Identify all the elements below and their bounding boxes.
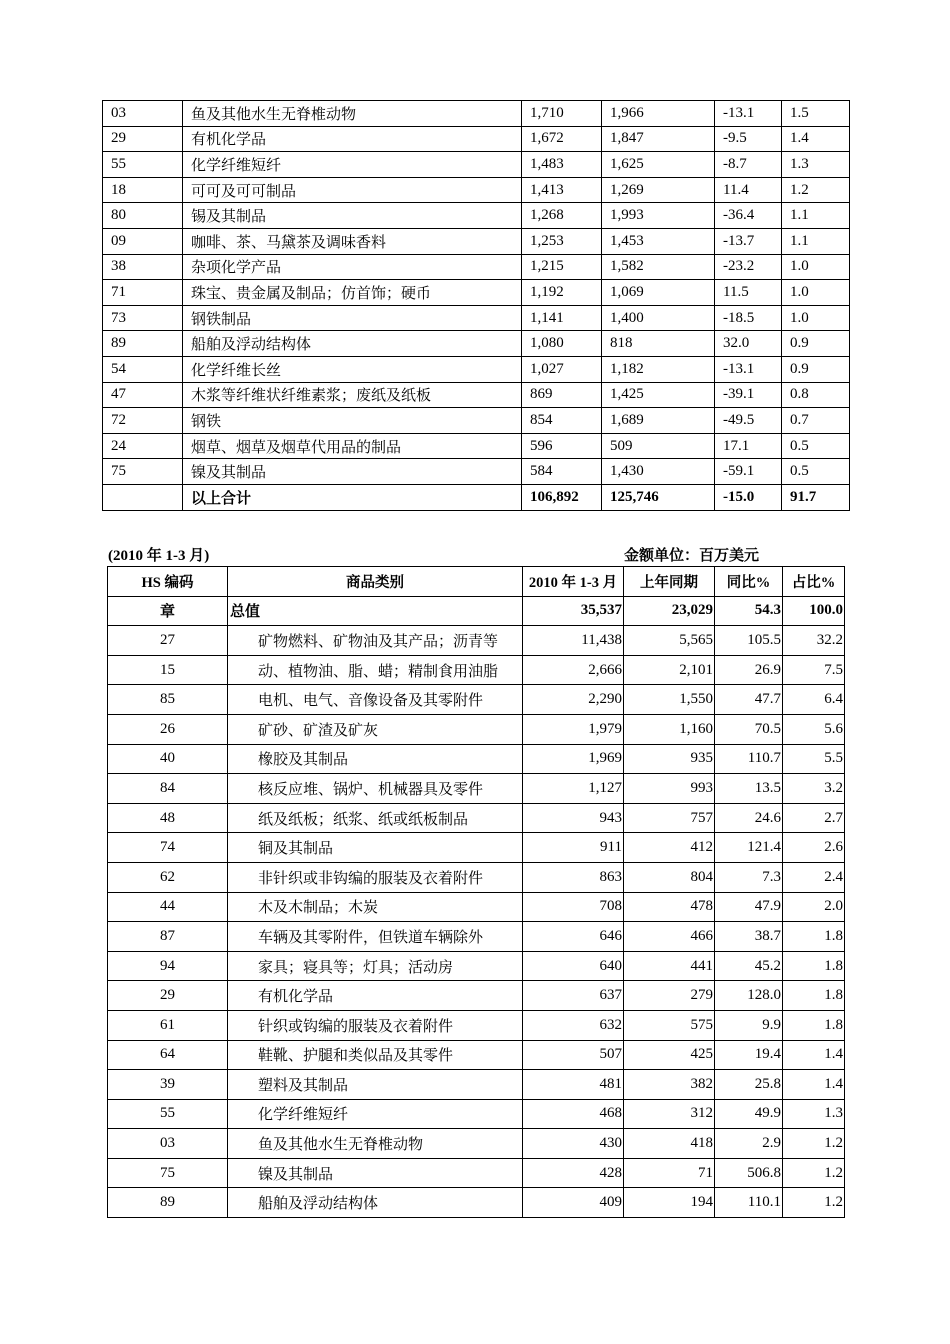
cell-hs-code: 26 [108,714,228,744]
cell-category: 动、植物油、脂、蜡；精制食用油脂 [228,655,523,685]
cell-hs-code: 73 [103,305,183,331]
cell-value-prior: 441 [624,951,715,981]
cell-value-prior: 1,069 [602,280,715,306]
cell-share: 5.6 [783,714,845,744]
cell-category: 非针织或非钩编的服装及衣着附件 [228,862,523,892]
header-category: 商品类别 [228,567,523,597]
table-row [103,152,850,178]
cell-category: 塑料及其制品 [228,1070,523,1100]
cell-yoy: 11.4 [715,177,782,203]
table-row [108,1099,845,1129]
cell-hs-code: 72 [103,408,183,434]
cell-value-current: 584 [522,459,602,485]
cell-value-prior: 2,101 [624,655,715,685]
cell-value-current: 640 [523,951,624,981]
cell-category: 化学纤维短纤 [183,152,522,178]
cell-share: 1.8 [783,1010,845,1040]
cell-yoy: 121.4 [715,833,783,863]
subtotal-value-prior: 125,746 [602,484,715,510]
cell-value-current: 468 [523,1099,624,1129]
cell-yoy: 19.4 [715,1040,783,1070]
cell-yoy: -13.1 [715,101,782,127]
cell-hs-code: 80 [103,203,183,229]
cell-hs-code: 75 [103,459,183,485]
cell-value-current: 854 [522,408,602,434]
cell-hs-code: 85 [108,685,228,715]
table-row [108,774,845,804]
table-row [108,1070,845,1100]
cell-hs-code: 89 [108,1188,228,1218]
cell-share: 7.5 [783,655,845,685]
table-row [103,382,850,408]
cell-category: 有机化学品 [228,981,523,1011]
cell-share: 0.5 [782,459,850,485]
cell-category: 鱼及其他水生无脊椎动物 [183,101,522,127]
cell-share: 1.0 [782,305,850,331]
cell-yoy: -9.5 [715,126,782,152]
subtotal-value-current: 106,892 [522,484,602,510]
cell-category: 纸及纸板；纸浆、纸或纸板制品 [228,803,523,833]
total-prior: 23,029 [624,596,715,626]
cell-category: 针织或钩编的服装及衣着附件 [228,1010,523,1040]
header-hs-code: HS 编码 [108,567,228,597]
cell-value-prior: 1,625 [602,152,715,178]
cell-hs-code: 48 [108,803,228,833]
cell-yoy: 11.5 [715,280,782,306]
table-row [103,280,850,306]
total-row [108,596,845,626]
cell-share: 0.5 [782,433,850,459]
table-row [103,331,850,357]
table-row [108,862,845,892]
cell-value-prior: 757 [624,803,715,833]
cell-value-current: 481 [523,1070,624,1100]
total-name: 总值 [228,596,523,626]
cell-share: 1.8 [783,951,845,981]
period-caption: (2010 年 1-3 月) [108,548,210,564]
cell-value-prior: 1,966 [602,101,715,127]
cell-category: 镍及其制品 [228,1158,523,1188]
cell-hs-code: 54 [103,356,183,382]
cell-value-prior: 575 [624,1010,715,1040]
table-row [108,714,845,744]
table-row [108,981,845,1011]
table-row [103,126,850,152]
cell-category: 可可及可可制品 [183,177,522,203]
cell-value-current: 1,413 [522,177,602,203]
cell-share: 6.4 [783,685,845,715]
table-row [103,203,850,229]
cell-value-current: 1,969 [523,744,624,774]
cell-share: 2.4 [783,862,845,892]
cell-value-prior: 804 [624,862,715,892]
table-row [108,1010,845,1040]
cell-hs-code: 87 [108,922,228,952]
cell-category: 鞋靴、护腿和类似品及其零件 [228,1040,523,1070]
cell-value-prior: 194 [624,1188,715,1218]
cell-category: 钢铁制品 [183,305,522,331]
cell-yoy: 110.7 [715,744,783,774]
total-current: 35,537 [523,596,624,626]
cell-value-current: 943 [523,803,624,833]
cell-yoy: 32.0 [715,331,782,357]
cell-yoy: 70.5 [715,714,783,744]
cell-yoy: -23.2 [715,254,782,280]
cell-share: 1.4 [783,1070,845,1100]
cell-hs-code: 84 [108,774,228,804]
cell-value-prior: 1,453 [602,228,715,254]
cell-value-prior: 1,425 [602,382,715,408]
header-row [108,567,845,597]
cell-value-prior: 466 [624,922,715,952]
cell-share: 1.0 [782,280,850,306]
cell-hs-code: 71 [103,280,183,306]
cell-value-current: 637 [523,981,624,1011]
cell-share: 1.3 [783,1099,845,1129]
table-row [103,305,850,331]
cell-share: 2.0 [783,892,845,922]
cell-category: 有机化学品 [183,126,522,152]
cell-yoy: 25.8 [715,1070,783,1100]
cell-category: 镍及其制品 [183,459,522,485]
cell-category: 核反应堆、锅炉、机械器具及零件 [228,774,523,804]
subtotal-share: 91.7 [782,484,850,510]
cell-value-current: 1,141 [522,305,602,331]
cell-share: 0.9 [782,331,850,357]
cell-yoy: -36.4 [715,203,782,229]
cell-value-prior: 71 [624,1158,715,1188]
table-top [102,100,850,511]
cell-hs-code: 29 [108,981,228,1011]
table-row [108,685,845,715]
table-row [103,459,850,485]
table-row [103,228,850,254]
cell-hs-code: 27 [108,626,228,656]
cell-share: 0.9 [782,356,850,382]
cell-yoy: -18.5 [715,305,782,331]
cell-value-prior: 5,565 [624,626,715,656]
cell-category: 化学纤维短纤 [228,1099,523,1129]
cell-value-prior: 412 [624,833,715,863]
cell-hs-code: 39 [108,1070,228,1100]
total-share: 100.0 [783,596,845,626]
cell-hs-code: 47 [103,382,183,408]
cell-hs-code: 55 [108,1099,228,1129]
cell-hs-code: 03 [103,101,183,127]
cell-yoy: 24.6 [715,803,783,833]
header-yoy: 同比% [715,567,783,597]
cell-value-prior: 1,269 [602,177,715,203]
cell-value-prior: 1,993 [602,203,715,229]
table-row [103,356,850,382]
cell-category: 船舶及浮动结构体 [183,331,522,357]
cell-share: 1.1 [782,203,850,229]
cell-share: 5.5 [783,744,845,774]
cell-hs-code: 75 [108,1158,228,1188]
cell-value-prior: 1,582 [602,254,715,280]
cell-hs-code: 09 [103,228,183,254]
cell-value-current: 1,215 [522,254,602,280]
cell-share: 1.8 [783,981,845,1011]
cell-category: 木及木制品；木炭 [228,892,523,922]
cell-value-prior: 993 [624,774,715,804]
cell-category: 橡胶及其制品 [228,744,523,774]
subtotal-hs-code [103,484,183,510]
cell-value-prior: 425 [624,1040,715,1070]
table-row [103,433,850,459]
cell-value-prior: 1,400 [602,305,715,331]
cell-hs-code: 44 [108,892,228,922]
cell-yoy: 45.2 [715,951,783,981]
cell-value-prior: 279 [624,981,715,1011]
cell-hs-code: 24 [103,433,183,459]
cell-yoy: 26.9 [715,655,783,685]
cell-share: 1.5 [782,101,850,127]
cell-hs-code: 61 [108,1010,228,1040]
cell-value-current: 1,483 [522,152,602,178]
cell-yoy: 128.0 [715,981,783,1011]
cell-category: 铜及其制品 [228,833,523,863]
cell-yoy: 506.8 [715,1158,783,1188]
cell-share: 3.2 [783,774,845,804]
table-row [108,1188,845,1218]
cell-value-current: 1,253 [522,228,602,254]
table-row [108,744,845,774]
cell-category: 锡及其制品 [183,203,522,229]
cell-share: 2.7 [783,803,845,833]
cell-yoy: -39.1 [715,382,782,408]
cell-hs-code: 74 [108,833,228,863]
table-row [108,803,845,833]
cell-value-prior: 509 [602,433,715,459]
cell-yoy: 2.9 [715,1129,783,1159]
cell-value-current: 2,666 [523,655,624,685]
cell-hs-code: 38 [103,254,183,280]
cell-value-current: 507 [523,1040,624,1070]
cell-value-current: 1,672 [522,126,602,152]
cell-value-prior: 1,182 [602,356,715,382]
cell-value-prior: 478 [624,892,715,922]
table-row [108,1158,845,1188]
cell-value-current: 1,979 [523,714,624,744]
cell-category: 钢铁 [183,408,522,434]
table-row [108,626,845,656]
cell-value-current: 430 [523,1129,624,1159]
cell-yoy: -8.7 [715,152,782,178]
cell-value-prior: 382 [624,1070,715,1100]
cell-yoy: 47.7 [715,685,783,715]
cell-value-prior: 935 [624,744,715,774]
cell-category: 化学纤维长丝 [183,356,522,382]
cell-value-current: 708 [523,892,624,922]
cell-yoy: -13.7 [715,228,782,254]
cell-category: 家具；寝具等；灯具；活动房 [228,951,523,981]
cell-yoy: 105.5 [715,626,783,656]
cell-hs-code: 29 [103,126,183,152]
table-2010-q1 [107,566,845,1218]
cell-share: 1.3 [782,152,850,178]
subtotal-category: 以上合计 [183,484,522,510]
cell-value-current: 1,080 [522,331,602,357]
cell-value-prior: 1,847 [602,126,715,152]
header-prior-period: 上年同期 [624,567,715,597]
cell-category: 船舶及浮动结构体 [228,1188,523,1218]
cell-value-current: 596 [522,433,602,459]
cell-value-current: 2,290 [523,685,624,715]
cell-hs-code: 40 [108,744,228,774]
table-row [108,655,845,685]
cell-value-current: 1,710 [522,101,602,127]
cell-category: 鱼及其他水生无脊椎动物 [228,1129,523,1159]
table-row [108,922,845,952]
cell-share: 32.2 [783,626,845,656]
table-row [108,833,845,863]
cell-hs-code: 15 [108,655,228,685]
subtotal-row [103,484,850,510]
cell-hs-code: 03 [108,1129,228,1159]
cell-share: 0.7 [782,408,850,434]
header-current-period: 2010 年 1-3 月 [523,567,624,597]
cell-share: 1.4 [783,1040,845,1070]
cell-category: 烟草、烟草及烟草代用品的制品 [183,433,522,459]
cell-yoy: 38.7 [715,922,783,952]
table-row [103,177,850,203]
cell-yoy: 49.9 [715,1099,783,1129]
cell-yoy: 9.9 [715,1010,783,1040]
cell-share: 1.2 [783,1129,845,1159]
cell-value-current: 646 [523,922,624,952]
cell-hs-code: 62 [108,862,228,892]
cell-yoy: 13.5 [715,774,783,804]
cell-category: 矿砂、矿渣及矿灰 [228,714,523,744]
cell-value-current: 1,127 [523,774,624,804]
cell-value-current: 911 [523,833,624,863]
cell-share: 1.2 [782,177,850,203]
cell-yoy: 7.3 [715,862,783,892]
total-code: 章 [108,596,228,626]
subtotal-yoy: -15.0 [715,484,782,510]
cell-hs-code: 55 [103,152,183,178]
cell-value-current: 1,027 [522,356,602,382]
cell-value-prior: 418 [624,1129,715,1159]
cell-value-prior: 1,160 [624,714,715,744]
cell-category: 杂项化学产品 [183,254,522,280]
cell-value-current: 632 [523,1010,624,1040]
table-row [108,951,845,981]
cell-value-current: 1,268 [522,203,602,229]
table-row [108,1129,845,1159]
cell-hs-code: 89 [103,331,183,357]
cell-hs-code: 94 [108,951,228,981]
cell-share: 1.1 [782,228,850,254]
cell-value-current: 428 [523,1158,624,1188]
cell-share: 0.8 [782,382,850,408]
cell-value-prior: 312 [624,1099,715,1129]
cell-yoy: 17.1 [715,433,782,459]
table-row [103,408,850,434]
cell-yoy: 110.1 [715,1188,783,1218]
cell-share: 1.2 [783,1158,845,1188]
cell-value-prior: 1,430 [602,459,715,485]
cell-category: 珠宝、贵金属及制品；仿首饰；硬币 [183,280,522,306]
cell-category: 木浆等纤维状纤维素浆；废纸及纸板 [183,382,522,408]
cell-yoy: 47.9 [715,892,783,922]
table-row [108,1040,845,1070]
cell-hs-code: 64 [108,1040,228,1070]
unit-caption: 金额单位：百万美元 [624,548,760,564]
header-share: 占比% [783,567,845,597]
cell-category: 车辆及其零附件，但铁道车辆除外 [228,922,523,952]
cell-category: 电机、电气、音像设备及其零附件 [228,685,523,715]
cell-value-prior: 1,550 [624,685,715,715]
cell-category: 矿物燃料、矿物油及其产品；沥青等 [228,626,523,656]
cell-yoy: -59.1 [715,459,782,485]
cell-share: 1.0 [782,254,850,280]
cell-hs-code: 18 [103,177,183,203]
cell-value-prior: 1,689 [602,408,715,434]
cell-share: 1.2 [783,1188,845,1218]
table-row [108,892,845,922]
cell-value-current: 409 [523,1188,624,1218]
total-yoy: 54.3 [715,596,783,626]
cell-value-current: 1,192 [522,280,602,306]
cell-share: 2.6 [783,833,845,863]
cell-share: 1.8 [783,922,845,952]
cell-value-current: 11,438 [523,626,624,656]
cell-yoy: -13.1 [715,356,782,382]
cell-category: 咖啡、茶、马黛茶及调味香料 [183,228,522,254]
cell-value-prior: 818 [602,331,715,357]
cell-yoy: -49.5 [715,408,782,434]
cell-share: 1.4 [782,126,850,152]
cell-value-current: 869 [522,382,602,408]
table-row [103,254,850,280]
table-row [103,101,850,127]
cell-value-current: 863 [523,862,624,892]
